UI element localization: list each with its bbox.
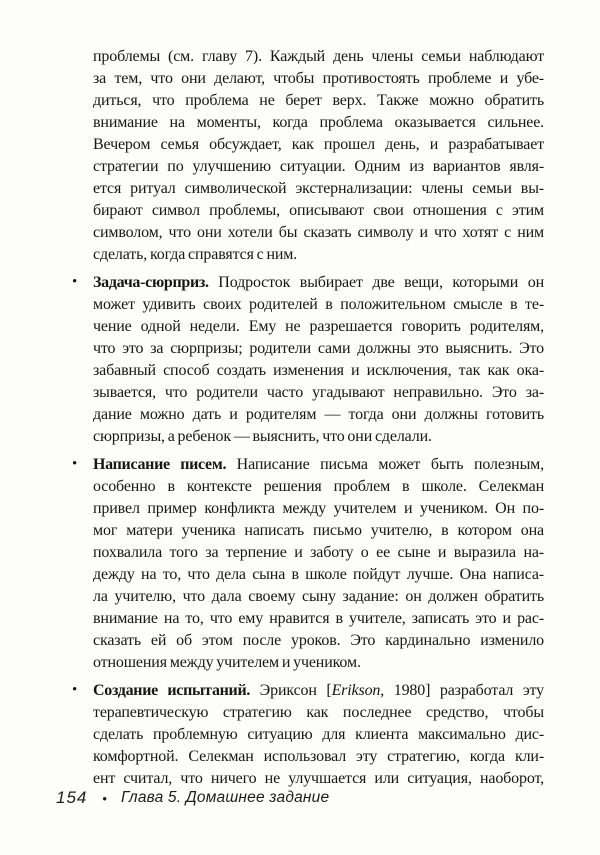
intro-paragraph	[93, 46, 544, 266]
bullet-icon: •	[72, 456, 78, 472]
text-line	[93, 454, 544, 476]
text-line: диться, что проблема не берет верх. Также можно обратить	[93, 92, 544, 109]
text-line: Вечером семья обсуждает, как прошел день, и разрабатывает	[93, 136, 544, 153]
text-segment: Эриксон [	[250, 682, 332, 699]
text-line: комфортной. Селекман использовал эту стратегию, когда кли-	[93, 748, 544, 765]
text-line: мог матери ученика написать письмо учителю, в котором она	[93, 522, 544, 539]
text-line: отношения между учителем и учеником.	[93, 654, 361, 671]
text-line: ла учителю, что дала своему сыну задание: он должен обратить	[93, 588, 544, 605]
text-line: ент считал, что ничего не улучшается или ситуация, наоборот,	[93, 770, 544, 787]
text-segment: Написание писем.	[93, 456, 227, 473]
text-line: забавный способ создать изменения и исключения, так как ока-	[93, 362, 544, 379]
text-segment: , 1980] разработал эту	[380, 682, 545, 699]
footer-bullet-icon: •	[102, 790, 107, 806]
text-line: особенно в контексте решения проблем в школе. Селекман	[93, 478, 544, 495]
text-segment: Создание испытаний.	[93, 682, 251, 699]
body-text	[72, 46, 545, 790]
text-line: дание можно дать и родителям — тогда они должны готовить	[93, 406, 544, 423]
text-line: может удивить своих родителей в положительном смысле в те-	[93, 296, 544, 313]
text-line: похвалила того за терпение и заботу о ее сыне и выразила на-	[93, 544, 544, 561]
text-line	[93, 272, 544, 294]
text-line: сделать проблемную ситуацию для клиента максимально дис-	[93, 726, 544, 743]
text-line	[93, 680, 544, 702]
running-title: Глава 5. Домашнее задание	[120, 789, 330, 806]
text-line: зывается, что родители часто угадывают неправильно. Это за-	[93, 384, 544, 401]
text-line: стратегии по улучшению ситуации. Одним из вариантов явля-	[93, 158, 544, 175]
text-line: внимание на моменты, когда проблема оказывается сильнее.	[93, 114, 544, 131]
bullet-item-letter-writing	[72, 454, 544, 674]
text-line: ется ритуал символической экстернализации: члены семьи вы-	[93, 180, 544, 197]
text-line: за тем, что они делают, чтобы противостоять проблеме и убе-	[93, 70, 544, 87]
text-line: сюрпризы, а ребенок — выяснить, что они сделали.	[93, 428, 432, 445]
text-line: дежду на то, что дела сына в школе пойдут лучше. Она написа-	[93, 566, 544, 583]
bullet-icon: •	[72, 274, 78, 290]
text-segment: Написание письма может быть полезным,	[226, 456, 544, 473]
text-line: что это за сюрпризы; родители сами должны это выяснить. Это	[93, 340, 544, 357]
text-line: привел пример конфликта между учителем и учеником. Он по-	[93, 500, 544, 517]
bullet-text-letter-writing	[93, 454, 544, 674]
bullet-text-surprise-task	[93, 272, 544, 448]
text-line: проблемы (см. главу 7). Каждый день члены семьи наблюдают	[93, 48, 544, 65]
bullet-item-ordeal-creation	[72, 680, 545, 790]
bullet-item-surprise-task	[72, 272, 544, 448]
page-number: 154	[56, 788, 88, 807]
text-line: сделать, когда справятся с ним.	[93, 246, 298, 263]
text-segment: Задача-сюрприз.	[93, 274, 209, 291]
text-line: бирают символ проблемы, описывают свои отношения с этим	[93, 202, 544, 219]
bullet-text-ordeal-creation	[93, 680, 544, 790]
text-line: внимание на то, что ему нравится в учителе, записать это и рас-	[93, 610, 544, 627]
text-line: терапевтическую стратегию как последнее средство, чтобы	[93, 704, 544, 721]
text-segment: Подросток выбирает две вещи, которыми он	[208, 274, 544, 291]
text-line: чение одной недели. Ему не разрешается говорить родителям,	[93, 318, 544, 335]
text-line: сказать ей об этом после уроков. Это кардинально изменило	[93, 632, 544, 649]
text-line: символом, что они хотели бы сказать символу и что хотят с ним	[93, 224, 544, 241]
text-segment: Erikson	[331, 682, 381, 699]
page-footer	[56, 788, 329, 808]
bullet-icon: •	[72, 682, 78, 698]
